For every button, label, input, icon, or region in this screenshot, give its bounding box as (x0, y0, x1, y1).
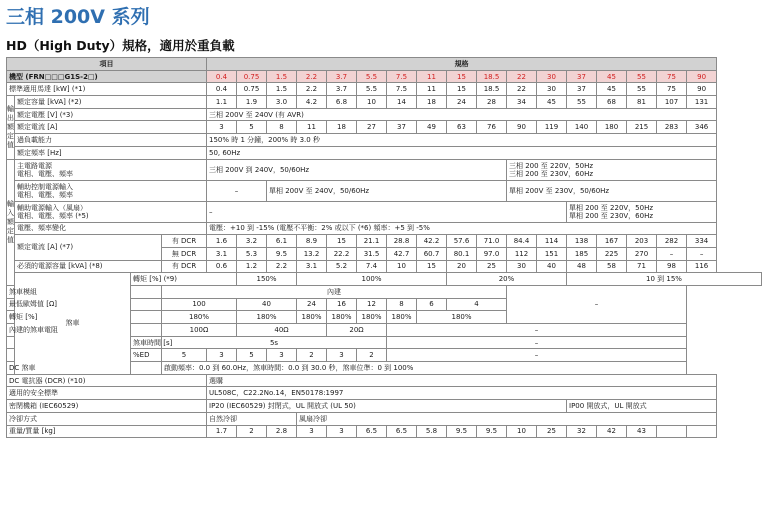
model-cell: 45 (597, 70, 627, 83)
torque2-cell: 180% (357, 311, 387, 324)
capacity-cell: 107 (657, 96, 687, 109)
required-cell: 40 (537, 260, 567, 273)
weight-cell: 10 (507, 425, 537, 438)
capacity-cell: 45 (537, 96, 567, 109)
internal-cell: – (387, 324, 687, 337)
cooling-row (7, 412, 762, 425)
resistance-cell: 16 (327, 298, 357, 311)
capacity-cell: 3.0 (267, 96, 297, 109)
model-cell: 18.5 (477, 70, 507, 83)
capacity-cell: 1.1 (207, 96, 237, 109)
safety-row (7, 387, 762, 400)
input-variation-row (7, 222, 762, 235)
current-cell: 119 (537, 121, 567, 134)
weight-cell: 3 (297, 425, 327, 438)
input-fan-a: – (207, 201, 567, 222)
brake-dc-label: DC 煞車 (7, 362, 162, 375)
output-freq-row (7, 146, 762, 159)
brake-torque1-c: 20% (447, 273, 567, 286)
input-main-label-line2: 電相、電壓、頻率 (17, 169, 73, 178)
spec-table (6, 57, 762, 438)
input-current-cell: 97.0 (477, 247, 507, 260)
input-current-cell: 13.2 (297, 247, 327, 260)
input-aux-label (15, 180, 207, 201)
capacity-cell: 24 (447, 96, 477, 109)
ed-cell: – (387, 349, 687, 362)
input-current-cell: 15 (327, 235, 357, 248)
required-cell: 98 (657, 260, 687, 273)
brake-torque2-label: 轉矩 [%] (7, 311, 162, 324)
input-current-cell: 203 (627, 235, 657, 248)
capacity-cell: 34 (507, 96, 537, 109)
brake-internal-row (7, 324, 762, 337)
model-cell: 37 (567, 70, 597, 83)
input-variation-value: 電壓：+10 到 -15% (電壓不平衡：2% 或以下 (*6) 頻率：+5 到 -5% (207, 222, 717, 235)
required-dcr-label: 有 DCR (162, 260, 207, 273)
dcr-without-label: 無 DCR (162, 247, 207, 260)
input-current-cell: 57.6 (447, 235, 477, 248)
weight-cell: 2 (237, 425, 267, 438)
ed-cell: 2 (297, 349, 327, 362)
current-cell: 11 (297, 121, 327, 134)
motor-cell: 7.5 (387, 83, 417, 96)
model-cell: 30 (537, 70, 567, 83)
input-aux-c: 單相 200V 至 230V，50/60Hz (507, 180, 717, 201)
current-cell: 5 (237, 121, 267, 134)
dcr-label: DC 電抗器 (DCR) (*10) (7, 374, 207, 387)
input-required-label: 必須的電源容量 [kVA] (*8) (15, 260, 162, 273)
input-current-cell: 9.5 (267, 247, 297, 260)
resistance-cell: 4 (447, 298, 507, 311)
capacity-cell: 6.8 (327, 96, 357, 109)
safety-label: 適用的安全標準 (7, 387, 207, 400)
motor-cell: 37 (567, 83, 597, 96)
required-cell: 30 (507, 260, 537, 273)
ed-cell: 2 (357, 349, 387, 362)
input-current-cell: 151 (537, 247, 567, 260)
capacity-cell: 81 (627, 96, 657, 109)
input-aux-label-line1: 輔助控制電源輸入 (17, 182, 73, 191)
input-current-cell: 112 (507, 247, 537, 260)
input-current-cell: 3.2 (237, 235, 267, 248)
motor-cell: 45 (597, 83, 627, 96)
motor-cell: 18.5 (477, 83, 507, 96)
brake-ed-label: %ED (131, 349, 162, 362)
brake-time-row (7, 336, 762, 349)
motor-cell: 5.5 (357, 83, 387, 96)
capacity-cell: 28 (477, 96, 507, 109)
ed-cell: 5 (162, 349, 207, 362)
ed-cell: 3 (207, 349, 237, 362)
brake-time-label: 煞車時間 [s] (131, 336, 162, 349)
resistance-cell: 40 (237, 298, 297, 311)
blank-cell (7, 336, 131, 349)
torque2-cell: 180% (417, 311, 507, 324)
brake-torque1-label: 轉矩 [%] (*9) (131, 273, 237, 286)
model-cell: 5.5 (357, 70, 387, 83)
input-current-cell: 3.1 (207, 247, 237, 260)
required-cell: 20 (447, 260, 477, 273)
input-aux-row (7, 180, 762, 201)
input-fan-label-line2: 電相、電壓、頻率 (*5) (17, 211, 89, 220)
header-row (7, 58, 762, 71)
current-cell: 8 (267, 121, 297, 134)
input-aux-b: 單相 200V 至 240V，50/60Hz (267, 180, 507, 201)
input-current-cell: 84.4 (507, 235, 537, 248)
input-current-cell: 167 (597, 235, 627, 248)
torque2-cell: 180% (387, 311, 417, 324)
weight-cell: 25 (537, 425, 567, 438)
capacity-cell: 4.2 (297, 96, 327, 109)
dcr-row (7, 374, 762, 387)
page-subtitle: HD（High Duty）規格，適用於重負載 (6, 38, 235, 53)
header-item: 項目 (7, 58, 207, 71)
weight-cell: 2.8 (267, 425, 297, 438)
cooling-a: 自然冷卻 (207, 412, 297, 425)
model-cell: 3.7 (327, 70, 357, 83)
model-cell: 90 (687, 70, 717, 83)
motor-cell: 11 (417, 83, 447, 96)
input-current-cell: 6.1 (267, 235, 297, 248)
current-cell: 49 (417, 121, 447, 134)
brake-ed-row (7, 349, 762, 362)
input-group-label: 輸入額定值 (7, 159, 15, 285)
model-row (7, 70, 762, 83)
output-overload-label: 過負載能力 (15, 134, 207, 147)
input-main-label (15, 159, 207, 180)
input-main-a: 三相 200V 到 240V，50/60Hz (207, 159, 507, 180)
model-label: 機型 (FRN□□□G1S-2□) (7, 70, 207, 83)
required-cell: 7.4 (357, 260, 387, 273)
input-fan-label (15, 201, 207, 222)
brake-module-a: 內建 (162, 285, 507, 298)
required-cell: 5.2 (327, 260, 357, 273)
capacity-cell: 55 (567, 96, 597, 109)
output-voltage-label: 額定電壓 [V] (*3) (15, 108, 207, 121)
brake-module-row (7, 285, 762, 298)
model-cell: 15 (447, 70, 477, 83)
input-current-cell: 80.1 (447, 247, 477, 260)
internal-cell: 100Ω (162, 324, 237, 337)
input-current-with-row (7, 235, 762, 248)
required-cell: 116 (687, 260, 717, 273)
motor-cell: 15 (447, 83, 477, 96)
model-cell: 1.5 (267, 70, 297, 83)
safety-value: UL508C，C22.2No.14，EN50178:1997 (207, 387, 717, 400)
input-fan-b (567, 201, 717, 222)
model-cell: 55 (627, 70, 657, 83)
weight-cell: 6.5 (357, 425, 387, 438)
brake-torque1-row (7, 273, 762, 286)
model-cell: 75 (657, 70, 687, 83)
output-voltage-value: 三相 200V 至 240V (有 AVR) (207, 108, 717, 121)
motor-cell: 90 (687, 83, 717, 96)
output-freq-value: 50, 60Hz (207, 146, 717, 159)
weight-cell: 43 (627, 425, 657, 438)
cooling-b: 風扇冷卻 (297, 412, 717, 425)
motor-cell: 30 (537, 83, 567, 96)
motor-cell: 0.75 (237, 83, 267, 96)
input-main-b-line1: 三相 200 至 220V，50Hz (509, 161, 594, 170)
weight-cell (657, 425, 687, 438)
cooling-label: 冷卻方式 (7, 412, 207, 425)
required-cell: 0.6 (207, 260, 237, 273)
input-current-cell: 22.2 (327, 247, 357, 260)
brake-torque1-a: 150% (237, 273, 297, 286)
resistance-cell: 12 (357, 298, 387, 311)
brake-torque1-d: 10 到 15% (567, 273, 762, 286)
ed-cell: 3 (327, 349, 357, 362)
header-spec: 規格 (207, 58, 717, 71)
brake-dc-row (7, 362, 762, 375)
model-cell: 0.75 (237, 70, 267, 83)
current-cell: 180 (597, 121, 627, 134)
weight-cell: 5.8 (417, 425, 447, 438)
torque2-cell: 180% (297, 311, 327, 324)
motor-cell: 2.2 (297, 83, 327, 96)
weight-cell: 9.5 (477, 425, 507, 438)
input-fan-b-line1: 單相 200 至 220V，50Hz (569, 203, 654, 212)
capacity-cell: 18 (417, 96, 447, 109)
required-cell: 10 (387, 260, 417, 273)
weight-cell: 3 (327, 425, 357, 438)
torque2-cell: 180% (327, 311, 357, 324)
weight-label: 重量/質量 [kg] (7, 425, 207, 438)
required-cell: 25 (477, 260, 507, 273)
internal-cell: 20Ω (327, 324, 387, 337)
motor-cell: 22 (507, 83, 537, 96)
input-required-row (7, 260, 762, 273)
blank-cell (7, 349, 131, 362)
model-cell: 11 (417, 70, 447, 83)
input-current-cell: 60.7 (417, 247, 447, 260)
input-main-label-line1: 主電路電源 (17, 161, 52, 170)
enclosure-row (7, 400, 762, 413)
input-current-cell: 21.1 (357, 235, 387, 248)
capacity-cell: 14 (387, 96, 417, 109)
motor-cell: 75 (657, 83, 687, 96)
weight-cell (687, 425, 717, 438)
output-capacity-row (7, 96, 762, 109)
input-main-b-line2: 三相 200 至 230V，60Hz (509, 169, 594, 178)
motor-label: 標準適用馬達 [kW] (*1) (7, 83, 207, 96)
weight-cell: 6.5 (387, 425, 417, 438)
resistance-cell: 24 (297, 298, 327, 311)
braketime-cell: – (387, 336, 687, 349)
model-cell: 22 (507, 70, 537, 83)
input-aux-label-line2: 電相、電壓、頻率 (17, 190, 73, 199)
resistance-cell: 6 (417, 298, 447, 311)
dcr-value: 選購 (207, 374, 717, 387)
capacity-cell: 10 (357, 96, 387, 109)
output-current-row (7, 121, 762, 134)
motor-cell: 55 (627, 83, 657, 96)
output-overload-value: 150% 時 1 分鐘，200% 時 3.0 秒 (207, 134, 717, 147)
current-cell: 140 (567, 121, 597, 134)
motor-cell: 1.5 (267, 83, 297, 96)
weight-cell: 9.5 (447, 425, 477, 438)
capacity-cell: 68 (597, 96, 627, 109)
input-current-cell: 71.0 (477, 235, 507, 248)
required-cell: 3.1 (297, 260, 327, 273)
braketime-cell: 5s (162, 336, 387, 349)
current-cell: 76 (477, 121, 507, 134)
weight-cell: 32 (567, 425, 597, 438)
required-cell: 2.2 (267, 260, 297, 273)
page-title: 三相 200V 系列 (6, 6, 150, 28)
weight-cell: 1.7 (207, 425, 237, 438)
resistance-cell: 100 (162, 298, 237, 311)
input-current-cell: 1.6 (207, 235, 237, 248)
brake-module-label: 煞車模組 (7, 285, 162, 298)
current-cell: 37 (387, 121, 417, 134)
input-fan-b-line2: 單相 200 至 230V，60Hz (569, 211, 654, 220)
dcr-with-label: 有 DCR (162, 235, 207, 248)
current-cell: 283 (657, 121, 687, 134)
input-variation-label: 電壓、頻率變化 (15, 222, 207, 235)
current-cell: 90 (507, 121, 537, 134)
input-current-cell: 5.3 (237, 247, 267, 260)
brake-torque1-b: 100% (297, 273, 447, 286)
enclosure-label: 密閉機箱 (IEC60529) (7, 400, 207, 413)
brake-resistance-label: 最低歐姆值 [Ω] (7, 298, 162, 311)
torque2-cell: 180% (162, 311, 237, 324)
weight-row (7, 425, 762, 438)
input-aux-a: – (207, 180, 267, 201)
current-cell: 346 (687, 121, 717, 134)
input-main-b (507, 159, 717, 180)
brake-module-b: – (507, 285, 687, 323)
current-cell: 3 (207, 121, 237, 134)
ed-cell: 3 (267, 349, 297, 362)
motor-cell: 0.4 (207, 83, 237, 96)
input-main-row (7, 159, 762, 180)
capacity-cell: 131 (687, 96, 717, 109)
input-current-cell: 42.7 (387, 247, 417, 260)
motor-row (7, 83, 762, 96)
model-cell: 0.4 (207, 70, 237, 83)
output-overload-row (7, 134, 762, 147)
weight-cell: 42 (597, 425, 627, 438)
torque2-cell: 180% (237, 311, 297, 324)
brake-group-label: 煞車 (15, 273, 131, 375)
input-fan-label-line1: 輔助電源輸入（風扇） (17, 203, 87, 212)
input-current-cell: 138 (567, 235, 597, 248)
required-cell: 71 (627, 260, 657, 273)
output-current-label: 額定電流 [A] (15, 121, 207, 134)
required-cell: 48 (567, 260, 597, 273)
enclosure-b: IP00 開放式，UL 開放式 (567, 400, 717, 413)
ed-cell: 5 (237, 349, 267, 362)
resistance-cell: 8 (387, 298, 417, 311)
current-cell: 18 (327, 121, 357, 134)
input-current-label: 額定電流 [A] (*7) (15, 235, 162, 260)
input-current-cell: 31.5 (357, 247, 387, 260)
current-cell: 63 (447, 121, 477, 134)
input-current-cell: 334 (687, 235, 717, 248)
input-current-cell: 282 (657, 235, 687, 248)
model-cell: 7.5 (387, 70, 417, 83)
enclosure-a: IP20 (IEC60529) 封閉式，UL 開放式 (UL 50) (207, 400, 567, 413)
output-capacity-label: 額定容量 [kVA] (*2) (15, 96, 207, 109)
input-current-cell: 114 (537, 235, 567, 248)
motor-cell: 3.7 (327, 83, 357, 96)
required-cell: 15 (417, 260, 447, 273)
input-current-cell: 225 (597, 247, 627, 260)
brake-dc-value: 啟動頻率：0.0 到 60.0Hz，煞車時間：0.0 到 30.0 秒，煞車位準：0 到 100% (162, 362, 687, 375)
current-cell: 27 (357, 121, 387, 134)
input-current-cell: – (657, 247, 687, 260)
brake-internal-label: 內建的煞車電阻 (7, 324, 162, 337)
required-cell: 58 (597, 260, 627, 273)
current-cell: 215 (627, 121, 657, 134)
model-cell: 2.2 (297, 70, 327, 83)
required-cell: 1.2 (237, 260, 267, 273)
output-group-label: 輸出額定值 (7, 96, 15, 159)
input-current-cell: 28.8 (387, 235, 417, 248)
capacity-cell: 1.9 (237, 96, 267, 109)
input-current-cell: 185 (567, 247, 597, 260)
input-current-cell: 270 (627, 247, 657, 260)
input-fan-row (7, 201, 762, 222)
input-current-cell: 8.9 (297, 235, 327, 248)
input-current-cell: – (687, 247, 717, 260)
internal-cell: 40Ω (237, 324, 327, 337)
output-voltage-row (7, 108, 762, 121)
input-current-cell: 42.2 (417, 235, 447, 248)
output-freq-label: 額定頻率 [Hz] (15, 146, 207, 159)
